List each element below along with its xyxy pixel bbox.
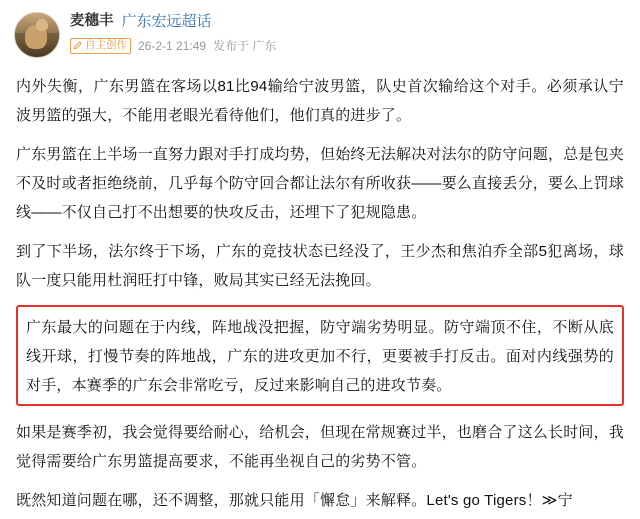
paragraph: 广东男篮在上半场一直努力跟对手打成均势，但始终无法解决对法尔的防守问题，总是包夹不及时或者拒绝绕前，几乎每个防守回合都让法尔有所收获——要么直接丢分，要么上罚球线——不仅自己打不出想要的快攻反击，还埋下了犯规隐患。: [16, 146, 625, 221]
post-meta-line: [70, 38, 626, 54]
original-content-badge-label: 自主创作: [85, 39, 127, 51]
post-header: [14, 10, 626, 64]
original-content-badge: [70, 38, 131, 54]
author-line: [70, 13, 626, 31]
paragraph: 既然知道问题在哪，还不调整，那就只能用「懈怠」来解释。Let's go Tigers！≫宁: [16, 492, 573, 509]
avatar[interactable]: [14, 12, 60, 58]
paragraph: 内外失衡，广东男篮在客场以81比94输给宁波男篮，队史首次输给这个对手。必须承认宁波男篮的强大，不能用老眼光看待他们，他们真的进步了。: [16, 78, 624, 124]
topic-link[interactable]: 广东宏远超话: [121, 13, 212, 30]
author-nickname[interactable]: 麦穗丰: [70, 13, 114, 30]
post-body: [14, 64, 626, 515]
bottom-edge: [0, 513, 640, 519]
post-timestamp: 26-2-1 21:49: [138, 38, 207, 53]
highlighted-paragraph: 广东最大的问题在于内线，阵地战没把握，防守端劣势明显。防守端顶不住，不断从底线开球，打慢节奏的阵地战，广东的进攻更加不行，更要被手打反击。面对内线强势的对手，本赛季的广东会非常吃亏，反过来影响自己的进攻节奏。: [26, 319, 614, 394]
paragraph: 到了下半场，法尔终于下场，广东的竞技状态已经没了，王少杰和焦泊乔全部5犯离场，球队一度只能用杜润旺打中锋，败局其实已经无法挽回。: [16, 243, 624, 289]
highlighted-paragraph-box: [16, 305, 624, 406]
post-header-text: [70, 12, 626, 54]
pen-icon: [73, 41, 82, 50]
post-source: 发布于 广东: [213, 38, 277, 53]
paragraph: 如果是赛季初，我会觉得要给耐心，给机会，但现在常规赛过半，也磨合了这么长时间，我觉得需要给广东男篮提高要求，不能再坐视自己的劣势不管。: [16, 424, 625, 470]
avatar-subject: [25, 25, 47, 49]
